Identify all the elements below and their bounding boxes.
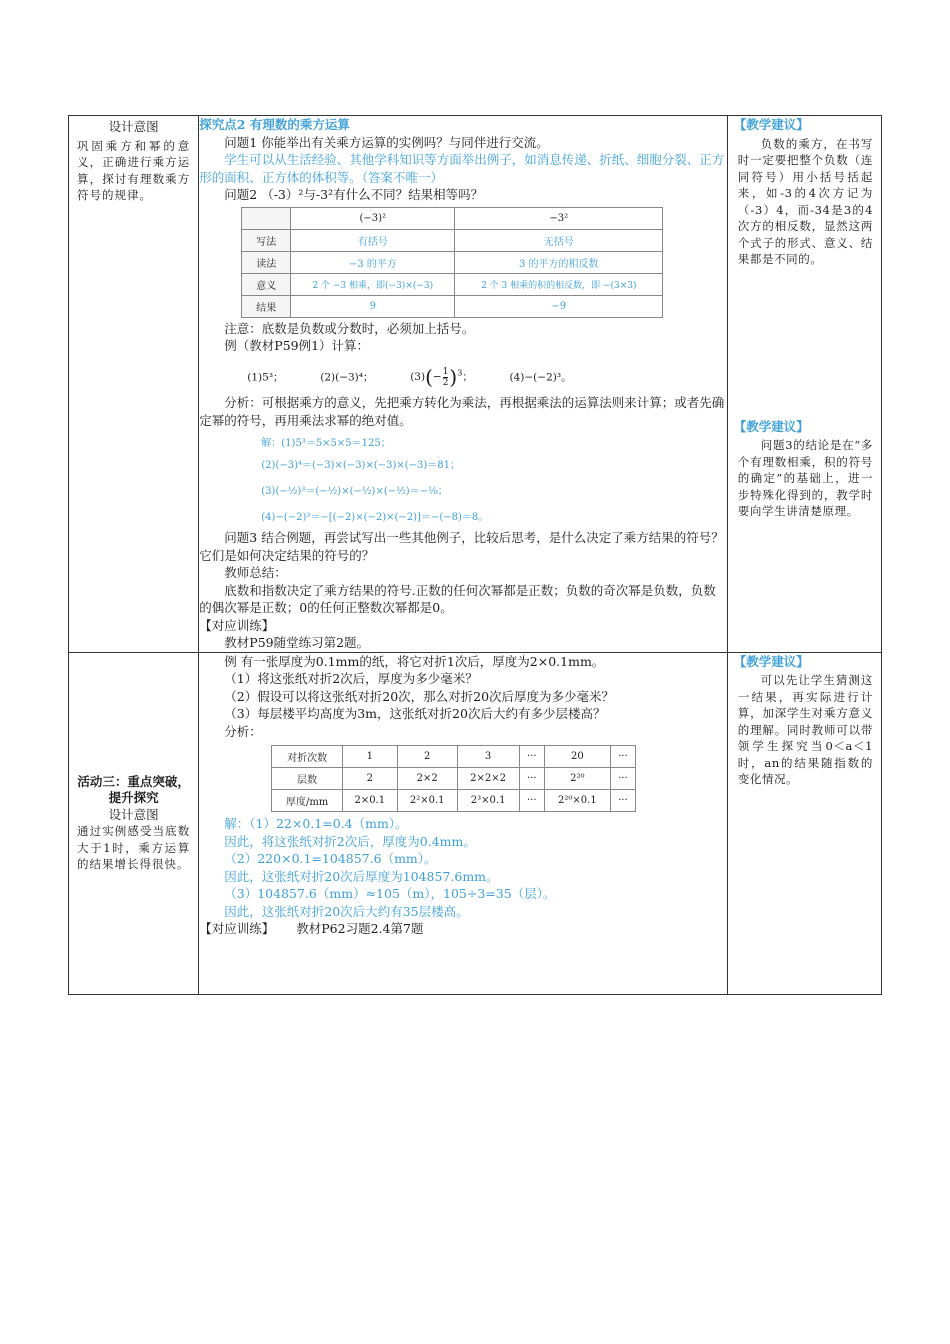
tip-3-title: 【教学建议】 (733, 653, 809, 669)
solution-block (199, 433, 726, 529)
design-intent-cell-2 (69, 652, 199, 994)
compare-cell-a: 有括号 (291, 229, 455, 251)
fold-cell: 对折次数 (272, 746, 343, 768)
question-3: 问题3 结合例题，再尝试写出一些其他例子，比较后思考，是什么决定了乘方结果的符号？它们是如何决定结果的符号的？ (199, 530, 724, 563)
fold-cell: ··· (610, 746, 636, 768)
compare-row-read (242, 251, 663, 273)
fold-cell: 层数 (272, 768, 343, 790)
solution-line-2: (2)(−3)⁴＝(−3)×(−3)×(−3)×(−3)＝81； (261, 460, 461, 471)
fold-cell: 1 (342, 746, 397, 768)
lesson-row-2 (69, 652, 882, 994)
practice-label: 【对应训练】 (199, 617, 275, 633)
fold-question-1: （1）将这张纸对折2次后，厚度为多少毫米？ (224, 671, 478, 686)
fold-analysis-label: 分析： (224, 723, 262, 739)
main-content-cell-1 (199, 116, 727, 653)
fold-question-2: （2）假设可以将这张纸对折20次，那么对折20次后厚度为多少毫米？ (224, 688, 615, 704)
fold-cell: ··· (610, 768, 636, 790)
tip-1-title: 【教学建议】 (733, 117, 809, 132)
practice-text: 教材P59随堂练习第2题。 (224, 635, 370, 650)
fold-question-3: （3）每层楼平均高度为3m，这张纸对折20次后大约有多少层楼高？ (224, 706, 606, 721)
compare-row-result (242, 295, 663, 317)
example-problem-4: (4)−(−2)³。 (509, 371, 572, 383)
fold-solution (199, 815, 726, 920)
question-2: 问题2 （-3）²与-3²有什么不同？结果相等吗？ (224, 187, 484, 202)
compare-table-header (242, 207, 663, 229)
example-problem-3: (3)(− $\frac{1}{2}$ )$^3$； (410, 365, 473, 389)
solution-line-3: (3)(−½)³＝(−½)×(−½)×(−½)＝−⅛； (261, 486, 448, 497)
tip-1-text: 负数的乘方，在书写时一定要把整个负数（连同符号）用小括号括起来，如-3的4次方记为（-3）4，而-34是3的4次方的相反数，显然这两个式子的形式、意义、结果都是不同的。 (737, 136, 873, 266)
activity-title: 活动三：重点突破，提升探究 (77, 773, 190, 805)
fold-solution-line: 因此，这张纸对折20次后大约有35层楼高。 (224, 903, 469, 919)
example-problems (247, 361, 726, 391)
fold-solution-line: 因此，这张纸对折20次后厚度为104857.6mm。 (224, 868, 499, 884)
fold-example: 例 有一张厚度为0.1mm的纸，将它对折1次后，厚度为2×0.1mm。 (224, 653, 605, 669)
tip-3-text: 可以先让学生猜测这一结果，再实际进行计算，加深学生对乘方意义的理解。同时教师可以带领学生探究当0＜a＜1时，an的结果随指数的变化情况。 (737, 673, 873, 786)
practice-label: 【对应训练】 (199, 921, 275, 936)
tip-2-text: 问题3的结论是在“多个有理数相乘，积的符号的确定”的基础上，进一步特殊化得到的，教学时要向学生讲清楚原理。 (737, 438, 873, 518)
design-intent-cell-1 (69, 116, 199, 653)
fold-table (271, 745, 636, 812)
fold-cell: 20 (545, 746, 611, 768)
design-intent-title: 设计意图 (108, 806, 159, 822)
question-1: 问题1 你能举出有关乘方运算的实例吗？与同伴进行交流。 (224, 134, 549, 150)
teacher-summary: 底数和指数决定了乘方结果的符号.正数的任何次幂都是正数；负数的奇次幂是负数，负数的偶次幂是正数；0的任何正整数次幂都是0。 (199, 582, 716, 615)
fold-cell: 2³×0.1 (457, 790, 519, 812)
fold-cell: 2×0.1 (342, 790, 397, 812)
compare-cell-b: −9 (455, 295, 663, 317)
fold-cell: 2 (342, 768, 397, 790)
example-intro: 例（教材P59例1）计算： (224, 338, 370, 353)
fold-row-layers (272, 768, 636, 790)
fold-practice (199, 920, 726, 938)
main-content-cell-2 (199, 652, 727, 994)
compare-label: 读法 (242, 251, 291, 273)
fold-solution-line: （3）104857.6（mm）≈105（m），105÷3=35（层）。 (224, 886, 556, 901)
compare-header-blank (242, 207, 291, 229)
lesson-row-1 (69, 116, 882, 653)
solution-line-1: 解：(1)5³＝5×5×5＝125； (261, 438, 391, 449)
tip-2-title: 【教学建议】 (733, 418, 809, 434)
compare-header-a: (−3)² (291, 207, 455, 229)
fold-cell: 2²⁰ (545, 768, 611, 790)
compare-header-b: −3² (455, 207, 663, 229)
note: 注意：底数是负数或分数时，必须加上括号。 (224, 320, 475, 336)
teacher-summary-label: 教师总结： (224, 565, 287, 580)
example-problem-1: (1)5³； (247, 371, 284, 383)
fold-cell: 2 (397, 746, 457, 768)
fold-cell: ··· (519, 746, 545, 768)
compare-cell-b: 2 个 3 相乘的积的相反数，即 −(3×3) (455, 273, 663, 295)
fold-row-thickness (272, 790, 636, 812)
compare-cell-a: 9 (291, 295, 455, 317)
teaching-tips-cell-2 (727, 652, 881, 994)
fold-cell: ··· (519, 768, 545, 790)
fold-cell: ··· (610, 790, 636, 812)
compare-label: 结果 (242, 295, 291, 317)
teaching-tips-cell-1 (727, 116, 881, 653)
solution-line-4: (4)−(−2)³＝−[(−2)×(−2)×(−2)]＝−(−8)＝8。 (261, 512, 489, 523)
design-intent-body: 通过实例感受当底数大于1时，乘方运算的结果增长得很快。 (77, 824, 191, 871)
fold-solution-line: 因此，将这张纸对折2次后，厚度为0.4mm。 (224, 833, 476, 849)
section-heading: 探究点2 有理数的乘方运算 (199, 117, 350, 132)
practice-text: 教材P62习题2.4第7题 (296, 921, 424, 936)
fold-cell: 3 (457, 746, 519, 768)
fold-solution-line: 解：（1）22×0.1=0.4（mm）。 (224, 816, 408, 831)
example-problem-2: (2)(−3)⁴； (320, 371, 374, 383)
question-1-answer: 学生可以从生活经验、其他学科知识等方面举出例子，如消息传递、折纸、细胞分裂、正方形的面积、正方体的体积等。（答案不唯一） (199, 152, 725, 185)
compare-label: 写法 (242, 229, 291, 251)
fold-solution-line: （2）220×0.1=104857.6（mm）。 (224, 851, 437, 866)
compare-row-meaning (242, 273, 663, 295)
compare-table (241, 207, 663, 318)
design-intent-title: 设计意图 (108, 119, 159, 134)
lesson-table (68, 115, 882, 995)
fold-cell: 2²×0.1 (397, 790, 457, 812)
compare-row-write (242, 229, 663, 251)
fold-cell: 2×2×2 (457, 768, 519, 790)
fold-row-count (272, 746, 636, 768)
compare-cell-b: 无括号 (455, 229, 663, 251)
analysis: 分析：可根据乘方的意义，先把乘方转化为乘法，再根据乘法的运算法则来计算；或者先确定幂的符号，再用乘法求幂的绝对值。 (199, 395, 725, 428)
fraction-half: $\frac{1}{2}$ (442, 366, 449, 388)
fold-cell: ··· (519, 790, 545, 812)
compare-cell-b: 3 的平方的相反数 (455, 251, 663, 273)
fold-cell: 2×2 (397, 768, 457, 790)
compare-cell-a: −3 的平方 (291, 251, 455, 273)
compare-label: 意义 (242, 273, 291, 295)
fold-cell: 厚度/mm (272, 790, 343, 812)
fold-cell: 2²⁰×0.1 (545, 790, 611, 812)
compare-cell-a: 2 个 −3 相乘，即(−3)×(−3) (291, 273, 455, 295)
design-intent-body: 巩固乘方和幂的意义，正确进行乘方运算，探讨有理数乘方符号的规律。 (77, 138, 191, 202)
